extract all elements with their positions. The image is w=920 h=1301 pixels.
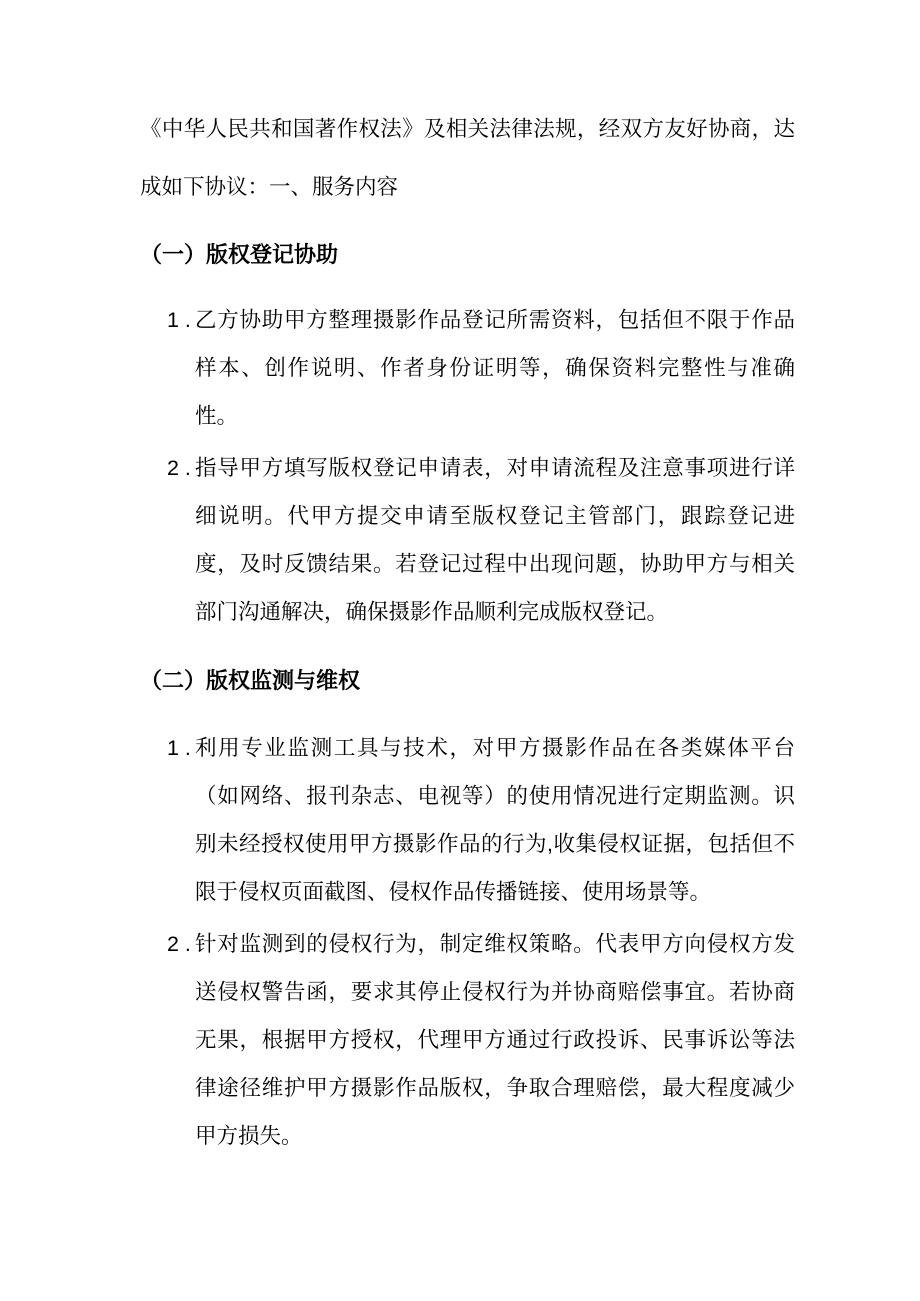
list-item-text: 乙方协助甲方整理摄影作品登记所需资料，包括但不限于作品样本、创作说明、作者身份证明等，确保资料完整性与准确性。 <box>195 308 795 428</box>
clause-list-section-1 <box>140 296 795 636</box>
opening-paragraph: 《中华人民共和国著作权法》及相关法律法规，经双方友好协商，达成如下协议：一、服务内容 <box>140 117 795 199</box>
list-item-text: 针对监测到的侵权行为，制定维权策略。代表甲方向侵权方发送侵权警告函，要求其停止侵权行为并协商赔偿事宜。若协商无果，根据甲方授权，代理甲方通过行政投诉、民事诉讼等法律途径维护甲方摄影作品版权，争取合理赔偿，最大程度减少甲方损失。 <box>195 932 795 1148</box>
list-item <box>140 444 795 636</box>
list-item-text: 指导甲方填写版权登记申请表，对申请流程及注意事项进行详细说明。代甲方提交申请至版权登记主管部门，跟踪登记进度，及时反馈结果。若登记过程中出现问题，协助甲方与相关部门沟通解决，确保摄影作品顺利完成版权登记。 <box>195 456 795 624</box>
list-item-number: 2 . <box>167 932 191 956</box>
list-item <box>140 296 795 440</box>
section-heading-copyright-registration: （一）版权登记协助 <box>140 242 339 267</box>
list-item-number: 1 . <box>167 736 191 760</box>
list-item <box>140 920 795 1160</box>
list-item-number: 1 . <box>167 308 191 332</box>
list-item-text: 利用专业监测工具与技术，对甲方摄影作品在各类媒体平台（如网络、报刊杂志、电视等）的使用情况进行定期监测。识别未经授权使用甲方摄影作品的行为,收集侵权证据，包括但不限于侵权页面截图、侵权作品传播链接、使用场景等。 <box>195 736 795 904</box>
section-heading-copyright-monitoring: （二）版权监测与维权 <box>140 668 361 693</box>
clause-list-section-2 <box>140 724 795 1160</box>
list-item-number: 2 . <box>167 456 191 480</box>
list-item <box>140 724 795 916</box>
